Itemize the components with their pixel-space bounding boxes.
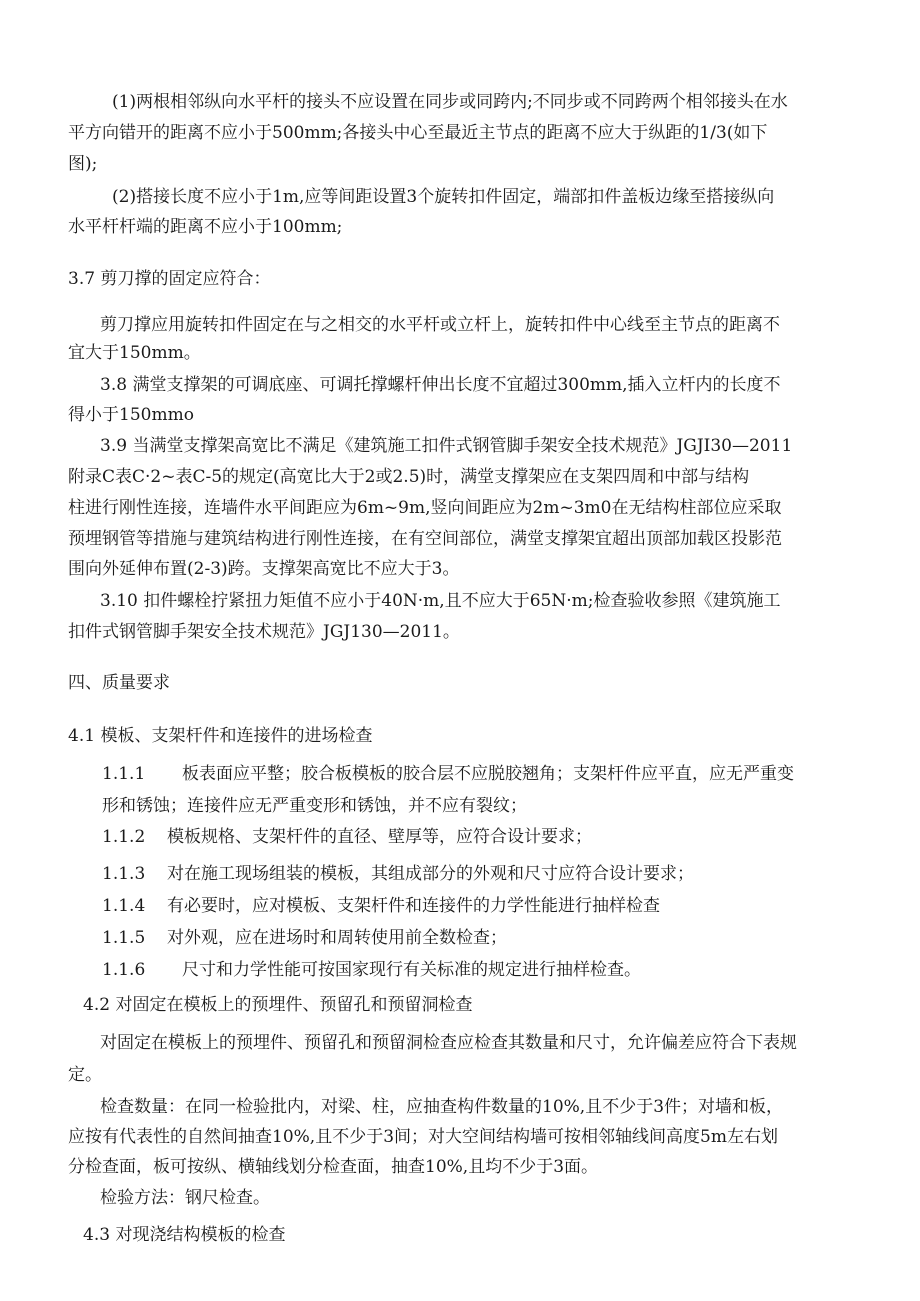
section-4-1-title: 4.1 模板、支架杆件和连接件的进场检查 (68, 726, 373, 746)
item-1-1-2-number: 1.1.2 (102, 827, 146, 847)
para-2-line-1: (2)搭接长度不应小于1m,应等间距设置3个旋转扣件固定，端部扣件盖板边缘至搭接纵向 (112, 187, 775, 207)
para-3-8-line-1: 3.8 满堂支撑架的可调底座、可调托撑螺杆伸出长度不宜超过300mm,插入立杆内的长度不 (100, 375, 781, 395)
item-1-1-1-line-1: 板表面应平整；胶合板模板的胶合层不应脱胶翘角；支架杆件应平直，应无严重变 (182, 764, 794, 784)
item-1-1-3-number: 1.1.3 (102, 864, 146, 884)
item-1-1-4-number: 1.1.4 (102, 896, 146, 916)
para-2-line-2: 水平杆杆端的距离不应小于100mm; (68, 217, 343, 237)
para-3-9-line-2: 附录C表C·2~表C-5的规定(高宽比大于2或2.5)时，满堂支撑架应在支架四周和中部与结构 (68, 467, 750, 487)
item-1-1-2-text: 模板规格、支架杆件的直径、壁厚等，应符合设计要求； (167, 827, 592, 847)
para-1-line-1: (1)两根相邻纵向水平杆的接头不应设置在同步或同跨内;不同步或不同跨两个相邻接头在水 (112, 92, 788, 112)
para-3-9-line-5: 围向外延伸布置(2-3)跨。支撑架高宽比不应大于3。 (68, 559, 460, 579)
item-1-1-1-line-2: 形和锈蚀；连接件应无严重变形和锈蚀，并不应有裂纹； (102, 796, 527, 816)
item-1-1-6-number: 1.1.6 (102, 960, 146, 980)
para-4-2-3: 检验方法：钢尺检查。 (100, 1188, 270, 1208)
section-4-title: 四、质量要求 (68, 673, 170, 693)
para-4-2-2-line-3: 分检查面，板可按纵、横轴线划分检查面，抽查10%,且均不少于3面。 (68, 1157, 599, 1177)
para-3-10-line-1: 3.10 扣件螺栓拧紧扭力矩值不应小于40N·m,且不应大于65N·m;检查验收参照《建筑施工 (100, 591, 781, 611)
para-1-line-3: 图); (68, 154, 98, 174)
para-4-2-2-line-2: 应按有代表性的自然间抽查10%,且不少于3间；对大空间结构墙可按相邻轴线间高度5m左右划 (68, 1127, 778, 1147)
section-4-2-title: 4.2 对固定在模板上的预埋件、预留孔和预留洞检查 (83, 995, 473, 1015)
para-4-2-1-line-1: 对固定在模板上的预埋件、预留孔和预留洞检查应检查其数量和尺寸，允许偏差应符合下表规 (100, 1033, 797, 1053)
section-4-3-title: 4.3 对现浇结构模板的检查 (83, 1225, 286, 1245)
item-1-1-3-text: 对在施工现场组装的模板，其组成部分的外观和尺寸应符合设计要求； (167, 864, 694, 884)
para-3-9-line-4: 预埋钢管等措施与建筑结构进行刚性连接，在有空间部位，满堂支撑架宜超出顶部加载区投影范 (68, 529, 782, 549)
section-3-7-title: 3.7 剪刀撑的固定应符合： (68, 269, 271, 289)
item-1-1-6-text: 尺寸和力学性能可按国家现行有关标准的规定进行抽样检查。 (182, 960, 641, 980)
para-3-9-line-1: 3.9 当满堂支撑架高宽比不满足《建筑施工扣件式钢管脚手架安全技术规范》JGJI30—2011 (100, 436, 793, 456)
para-4-2-2-line-1: 检查数量：在同一检验批内，对梁、柱，应抽查构件数量的10%,且不少于3件；对墙和板， (100, 1097, 784, 1117)
item-1-1-5-text: 对外观，应在进场时和周转使用前全数检查； (167, 928, 507, 948)
para-1-line-2: 平方向错开的距离不应小于500mm;各接头中心至最近主节点的距离不应大于纵距的1/3(如下 (68, 123, 768, 143)
para-4-2-1-line-2: 定。 (68, 1065, 102, 1085)
para-3-line-2: 宜大于150mm。 (68, 343, 201, 363)
para-3-8-line-2: 得小于150mmo (68, 405, 194, 425)
item-1-1-4-text: 有必要时，应对模板、支架杆件和连接件的力学性能进行抽样检查 (167, 896, 660, 916)
para-3-line-1: 剪刀撑应用旋转扣件固定在与之相交的水平杆或立杆上，旋转扣件中心线至主节点的距离不 (100, 315, 780, 335)
item-1-1-1-number: 1.1.1 (102, 764, 146, 784)
para-3-10-line-2: 扣件式钢管脚手架安全技术规范》JGJ130—2011。 (68, 622, 460, 642)
para-3-9-line-3: 柱进行刚性连接，连墙件水平间距应为6m~9m,竖向间距应为2m~3m0在无结构柱部位应采取 (68, 498, 782, 518)
item-1-1-5-number: 1.1.5 (102, 928, 146, 948)
